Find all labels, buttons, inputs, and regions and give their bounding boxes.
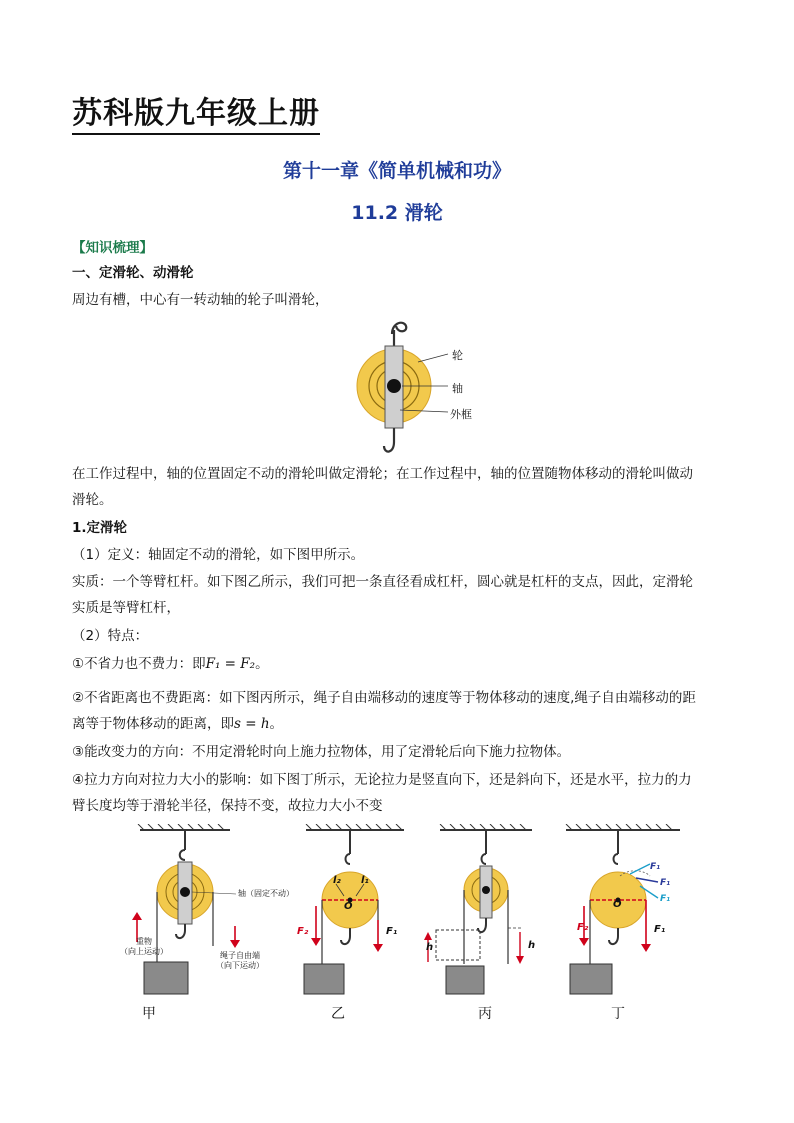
document-title: 苏科版九年级上册 — [72, 96, 320, 135]
section-title: 11.2 滑轮 — [351, 202, 443, 224]
feature-point-4-line-1: ④拉力方向对拉力大小的影响：如下图丁所示，无论拉力是竖直向下，还是斜向下，还是水平，拉力的力 — [72, 772, 692, 788]
equation-f1-f2: F₁ = F₂ — [205, 656, 256, 672]
ding-f1-a-label: F₁ — [650, 862, 661, 872]
yi-l2-label: l₂ — [333, 875, 341, 886]
caption-yi: 乙 — [331, 1006, 345, 1022]
bing-h-left: h — [426, 942, 434, 953]
feature-point-3: ③能改变力的方向：不用定滑轮时向上施力拉物体，用了定滑轮后向下施力拉物体。 — [72, 744, 571, 760]
feature-point-2-text: 离等于物体移动的距离，即 — [72, 716, 234, 732]
yi-f2-label: F₂ — [297, 926, 309, 937]
heading-pulley-types: 一、定滑轮、动滑轮 — [72, 265, 194, 281]
jia-rope-note-2: （向下运动） — [216, 961, 264, 970]
label-axle: 轴 — [452, 382, 463, 395]
figure-ding-diagram — [560, 824, 690, 1004]
definition-line-1: 在工作过程中，轴的位置固定不动的滑轮叫做定滑轮；在工作过程中，轴的位置随物体移动的滑轮叫做动 — [72, 466, 693, 482]
feature-point-2-line-2 — [72, 712, 722, 736]
ding-f2-label: F₂ — [577, 922, 589, 933]
feature-point-1-end: 。 — [255, 656, 269, 672]
yi-l1-label: l₁ — [361, 875, 369, 886]
chapter-title: 第十一章《简单机械和功》 — [282, 160, 511, 182]
feature-point-1 — [72, 652, 722, 676]
jia-weight-note-1: 重物 — [136, 937, 152, 946]
yi-f1-label: F₁ — [386, 926, 398, 937]
ding-f1-b-label: F₁ — [660, 878, 671, 888]
ding-f1-c-label: F₁ — [660, 894, 671, 904]
essence-line-2: 实质是等臂杠杆， — [72, 600, 180, 616]
caption-jia: 甲 — [142, 1006, 156, 1022]
caption-bing: 丙 — [478, 1006, 492, 1022]
jia-rope-note-1: 绳子自由端 — [220, 951, 260, 960]
figure-bing-diagram — [420, 824, 540, 1004]
features-heading: （2）特点： — [72, 628, 149, 644]
feature-point-2-line-1: ②不省距离也不费距离：如下图丙所示，绳子自由端移动的速度等于物体移动的速度,绳子自由端移动的距 — [72, 690, 696, 706]
jia-weight-note-2: （向上运动） — [120, 947, 168, 956]
ding-f1-main-label: F₁ — [654, 924, 666, 935]
label-frame: 外框 — [450, 408, 472, 421]
caption-ding: 丁 — [611, 1006, 625, 1022]
pulley-anatomy-diagram — [340, 314, 490, 464]
bing-h-right: h — [528, 940, 536, 951]
heading-fixed-pulley: 1.定滑轮 — [72, 520, 128, 536]
feature-point-1-text: ①不省力也不费力：即 — [72, 656, 206, 672]
feature-point-4-line-2: 臂长度均等于滑轮半径，保持不变，故拉力大小不变 — [72, 798, 383, 814]
essence-line-1: 实质：一个等臂杠杆。如下图乙所示，我们可把一条直径看成杠杆，圆心就是杠杆的支点，因此，定滑轮 — [72, 574, 693, 590]
feature-point-2-end: 。 — [269, 716, 284, 732]
fixed-pulley-definition: （1）定义：轴固定不动的滑轮，如下图甲所示。 — [72, 547, 365, 563]
label-wheel: 轮 — [452, 349, 463, 362]
ding-o-label: O — [613, 899, 622, 910]
knowledge-tag: 【知识梳理】 — [72, 240, 153, 256]
intro-paragraph: 周边有槽，中心有一转动轴的轮子叫滑轮， — [72, 292, 329, 308]
yi-o-label: O — [344, 901, 353, 912]
figure-yi-diagram — [296, 824, 416, 1004]
figure-jia-diagram — [110, 824, 270, 1004]
definition-line-2: 滑轮。 — [72, 492, 113, 508]
jia-axle-note: 轴（固定不动） — [238, 889, 294, 898]
equation-s-h: s = h — [234, 716, 270, 732]
